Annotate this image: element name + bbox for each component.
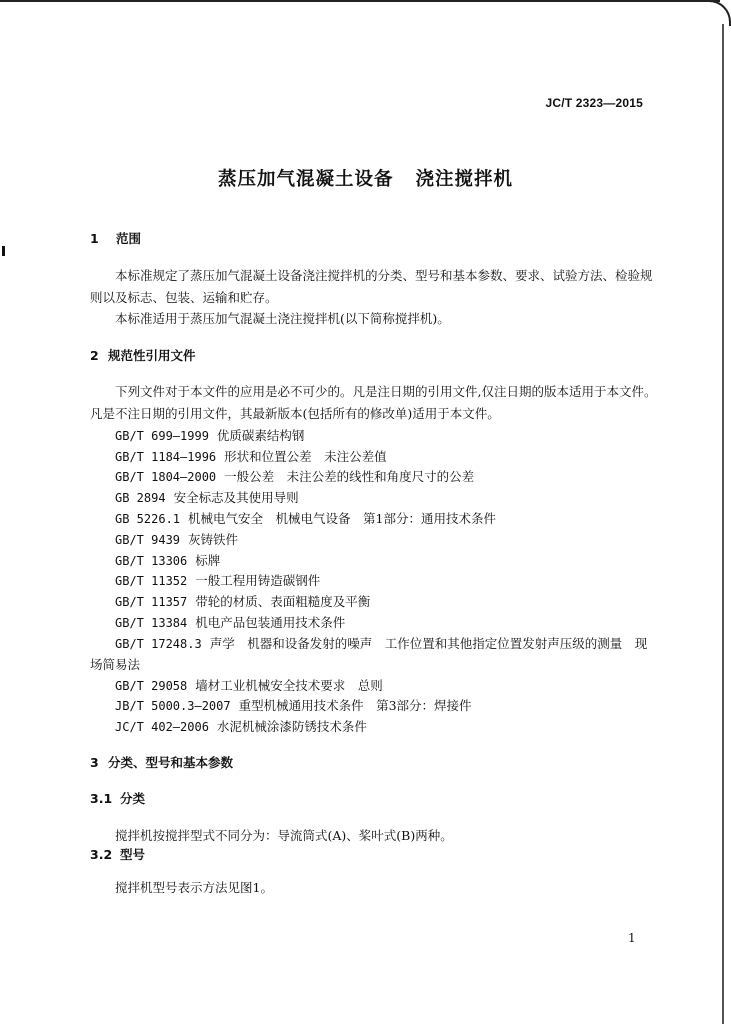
subsection-title: 型号 (120, 847, 146, 862)
reference-item: GB/T 1184—1996 形状和位置公差 未注公差值 (115, 449, 387, 464)
paragraph: 本标准适用于蒸压加气混凝土浇注搅拌机(以下简称搅拌机)。 (115, 311, 450, 326)
section-title: 范围 (116, 231, 142, 246)
paragraph: 则以及标志、包装、运输和贮存。 (90, 290, 278, 305)
section-number: 3 (90, 755, 99, 770)
title-part2: 浇注搅拌机 (415, 169, 514, 190)
section-2-heading (90, 346, 196, 364)
paragraph: 下列文件对于本文件的应用是必不可少的。凡是注日期的引用文件,仅注日期的版本适用于本文件。 (115, 384, 657, 399)
section-number: 1 (90, 231, 99, 246)
reference-item: GB/T 13306 标牌 (115, 553, 221, 568)
section-1-heading (90, 229, 141, 247)
reference-item: JB/T 5000.3—2007 重型机械通用技术条件 第3部分：焊接件 (115, 698, 472, 713)
reference-continuation: 场简易法 (90, 657, 141, 672)
title-part1: 蒸压加气混凝土设备 (217, 169, 394, 190)
page-top-edge (0, 0, 720, 2)
standard-number: JC/T 2323—2015 (545, 96, 643, 110)
paragraph: 本标准规定了蒸压加气混凝土设备浇注搅拌机的分类、型号和基本参数、要求、试验方法、检验规 (115, 268, 653, 283)
page-corner (707, 0, 731, 26)
reference-item: GB/T 11352 一般工程用铸造碳钢件 (115, 573, 321, 588)
section-3-heading (90, 753, 233, 771)
subsection-title: 分类 (120, 791, 146, 806)
paragraph: 搅拌机型号表示方法见图1。 (115, 880, 273, 895)
subsection-3-1-heading (90, 789, 145, 807)
subsection-number: 3.1 (90, 791, 113, 806)
section-title: 规范性引用文件 (108, 348, 196, 363)
section-number: 2 (90, 348, 99, 363)
reference-item: GB/T 1804—2000 一般公差 未注公差的线性和角度尺寸的公差 (115, 469, 475, 484)
paragraph: 凡是不注日期的引用文件，其最新版本(包括所有的修改单)适用于本文件。 (90, 406, 500, 421)
subsection-3-2-heading (90, 845, 145, 863)
reference-item: GB/T 11357 带轮的材质、表面粗糙度及平衡 (115, 594, 371, 609)
document-title (0, 165, 731, 191)
reference-item: GB/T 9439 灰铸铁件 (115, 532, 239, 547)
section-title: 分类、型号和基本参数 (108, 755, 234, 770)
reference-item: GB/T 17248.3 声学 机器和设备发射的噪声 工作位置和其他指定位置发射声压级的测量 现 (115, 636, 648, 651)
reference-item: JC/T 402—2006 水泥机械涂漆防锈技术条件 (115, 719, 367, 734)
reference-item: GB/T 13384 机电产品包装通用技术条件 (115, 615, 346, 630)
page-number: 1 (628, 931, 636, 945)
reference-item: GB 2894 安全标志及其使用导则 (115, 490, 299, 505)
reference-item: GB/T 29058 墙材工业机械安全技术要求 总则 (115, 678, 383, 693)
paragraph: 搅拌机按搅拌型式不同分为：导流筒式(A)、桨叶式(B)两种。 (115, 828, 453, 843)
scan-mark (2, 246, 5, 256)
reference-item: GB/T 699—1999 优质碳素结构钢 (115, 428, 305, 443)
reference-item: GB 5226.1 机械电气安全 机械电气设备 第1部分：通用技术条件 (115, 511, 496, 526)
subsection-number: 3.2 (90, 847, 113, 862)
